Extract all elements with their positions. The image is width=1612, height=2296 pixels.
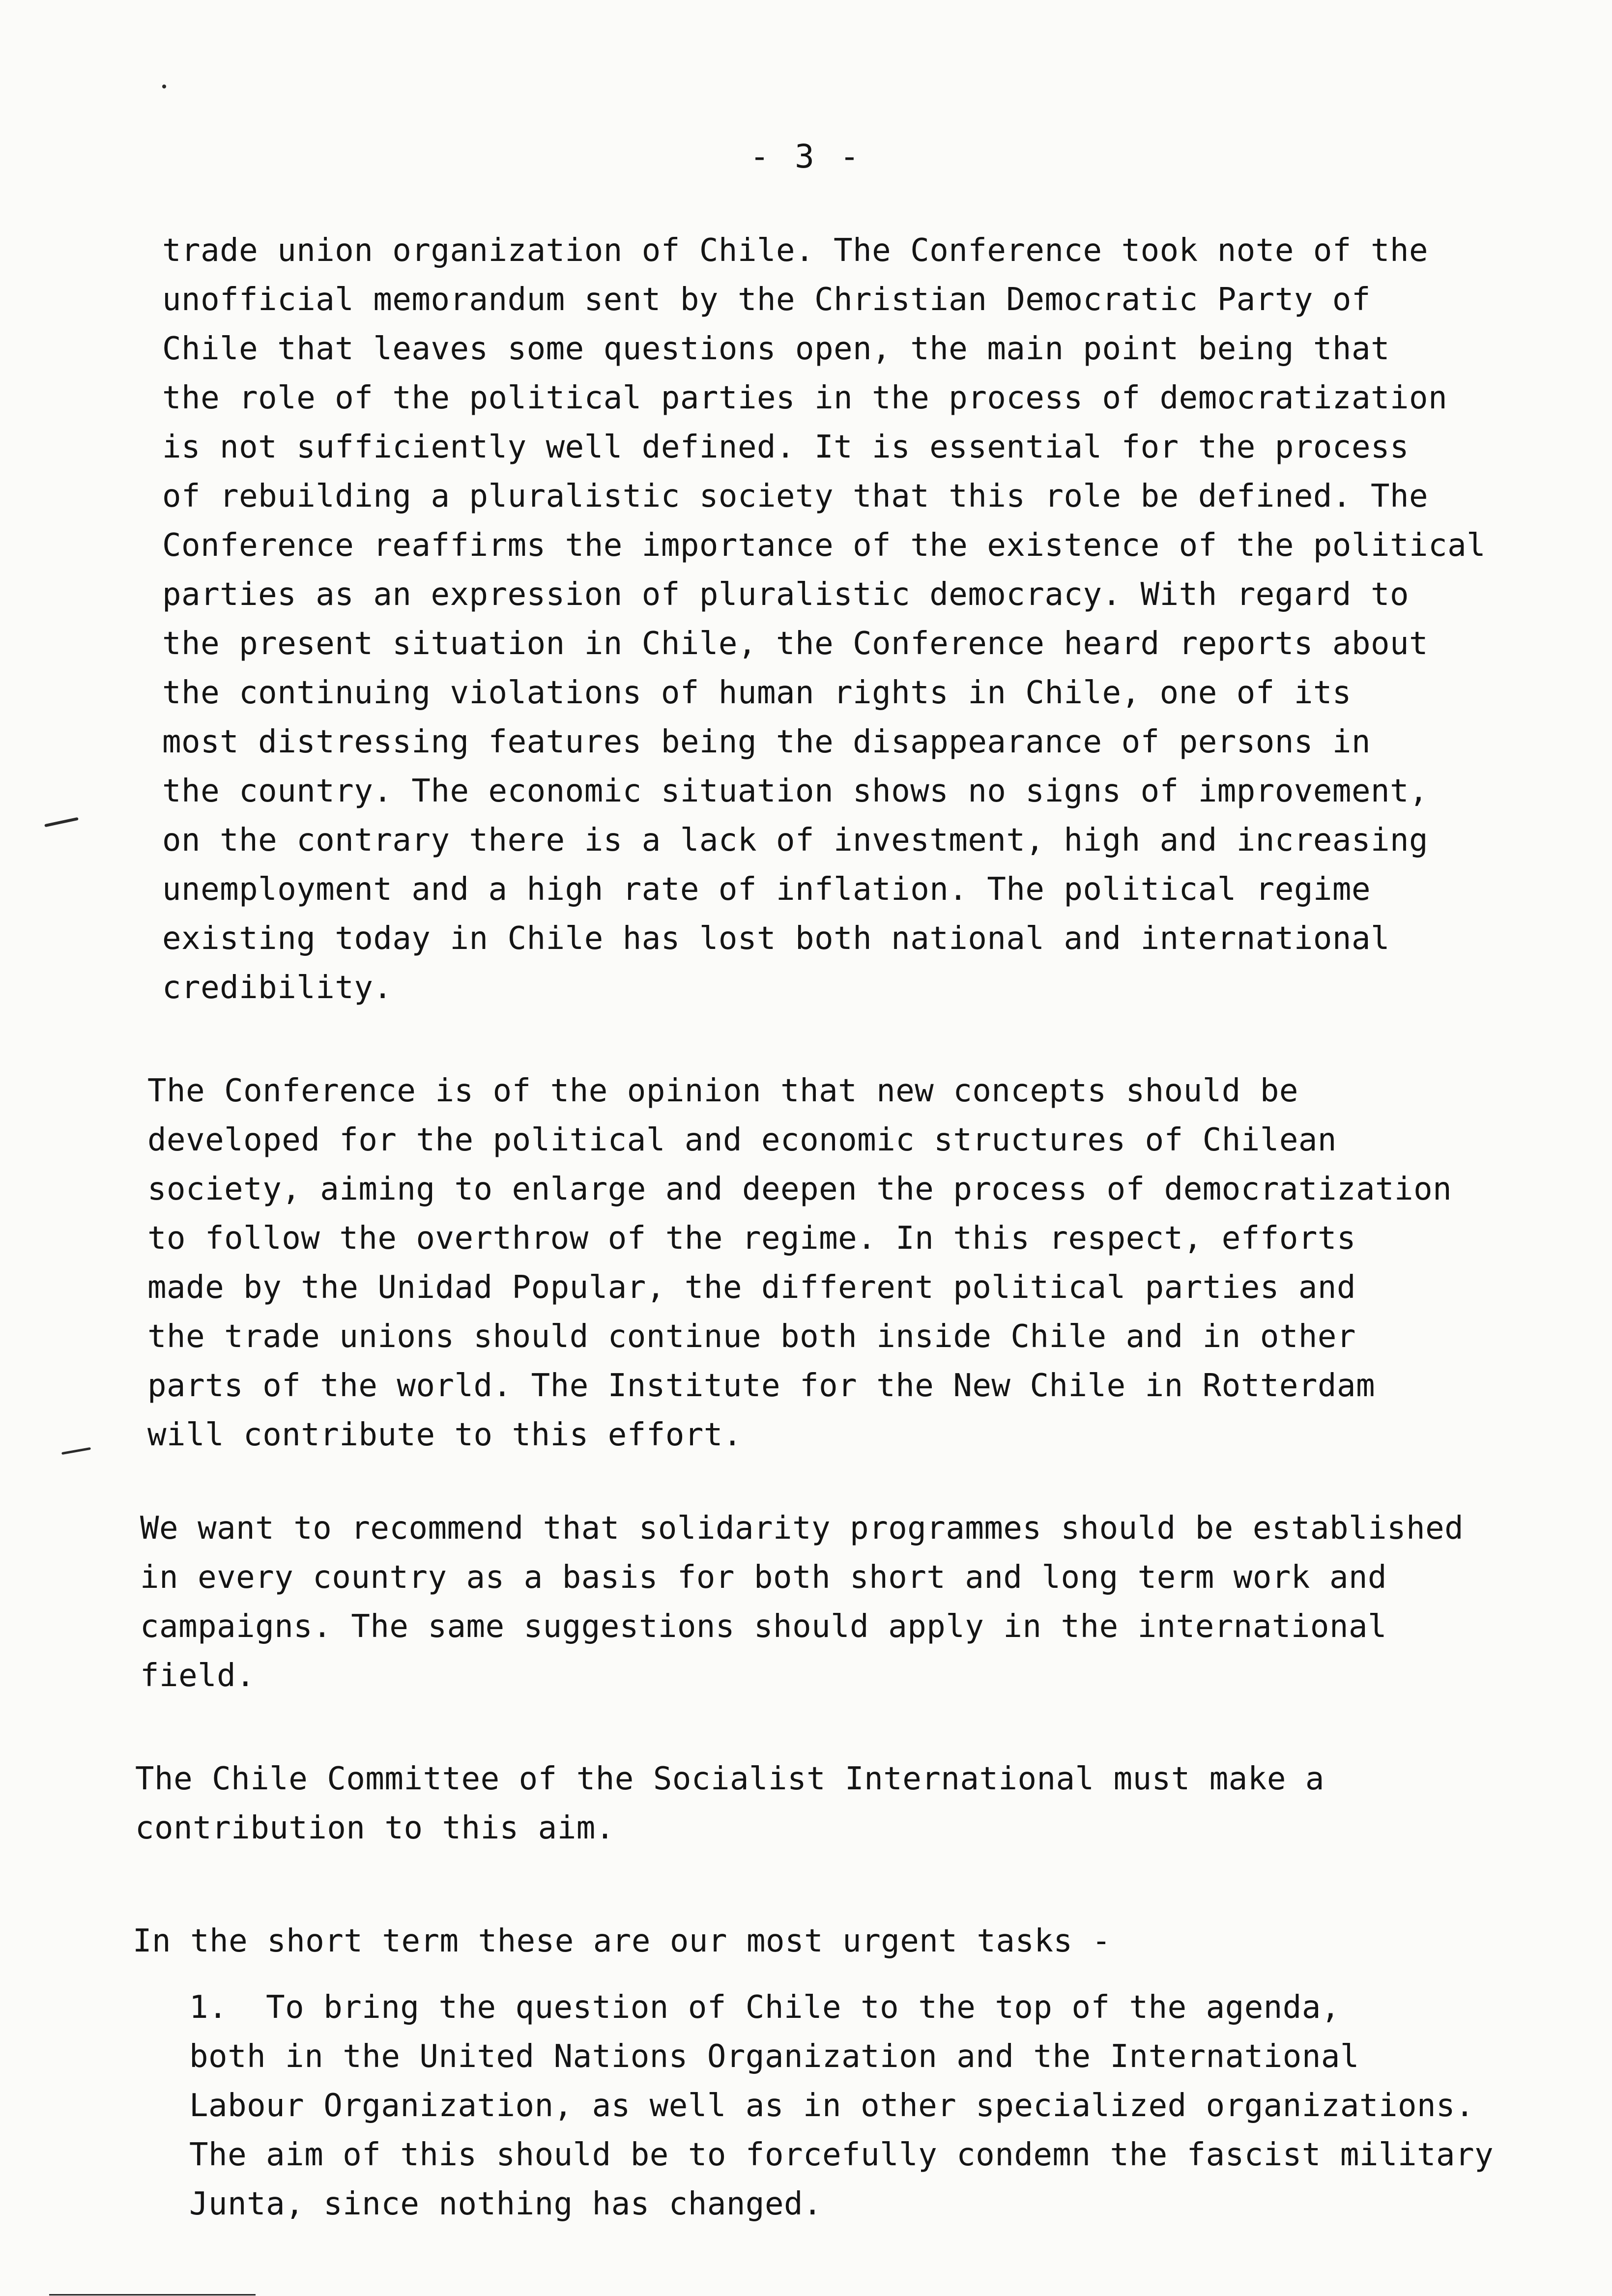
paragraph-line: to follow the overthrow of the regime. In this respect, efforts [147,1220,1356,1257]
paragraph-line: the role of the political parties in the process of democratization [162,380,1448,416]
margin-pen-mark [61,1447,91,1455]
page-number: - 3 - [749,138,863,175]
paragraph-line: trade union organization of Chile. The Conference took note of the [162,232,1429,269]
paragraph-line: credibility. [162,970,393,1006]
paragraph-line: is not sufficiently well defined. It is essential for the process [162,429,1410,465]
paragraph-line: the continuing violations of human rights in Chile, one of its [162,675,1352,711]
list-item-first-line [189,1983,1494,2032]
list-item-line: both in the United Nations Organization and the International [189,2038,1359,2075]
paragraph-3 [140,1504,1464,1700]
paragraph-line: campaigns. The same suggestions should apply in the international [140,1608,1387,1645]
paragraph-1 [162,226,1486,1012]
list-item-line: Labour Organization, as well as in other specialized organizations. [189,2088,1475,2124]
list-item-line: To bring the question of Chile to the top of the agenda, [266,1989,1340,2026]
paragraph-line: Chile that leaves some questions open, the main point being that [162,331,1390,367]
paragraph-line: The Chile Committee of the Socialist International must make a [135,1761,1324,1797]
paragraph-line: on the contrary there is a lack of investment, high and increasing [162,822,1429,859]
paragraph-line: in every country as a basis for both short and long term work and [140,1559,1387,1596]
paragraph-line: parts of the world. The Institute for the New Chile in Rotterdam [147,1368,1375,1404]
paragraph-line: unemployment and a high rate of inflation. The political regime [162,871,1371,908]
footer-rule [49,2294,256,2296]
paragraph-line: will contribute to this effort. [147,1417,742,1453]
paragraph-2 [147,1066,1452,1460]
paragraph-line: society, aiming to enlarge and deepen the process of democratization [147,1171,1452,1207]
paragraph-line: Conference reaffirms the importance of the existence of the political [162,527,1486,564]
paragraph-line: made by the Unidad Popular, the different political parties and [147,1269,1356,1306]
margin-pen-mark [44,817,79,827]
paragraph-5 [133,1917,1111,1966]
list-item-line: The aim of this should be to forcefully condemn the fascist military [189,2137,1494,2173]
paragraph-line: the present situation in Chile, the Conference heard reports about [162,626,1429,662]
list-item-number: 1. [189,1989,228,2026]
paragraph-line: existing today in Chile has lost both national and international [162,920,1390,957]
list-item-line: Junta, since nothing has changed. [189,2186,823,2222]
paragraph-line: of rebuilding a pluralistic society that this role be defined. The [162,478,1429,515]
paragraph-line: In the short term these are our most urgent tasks - [133,1923,1111,1959]
paragraph-line: the country. The economic situation shows no signs of improvement, [162,773,1429,809]
paragraph-line: We want to recommend that solidarity programmes should be established [140,1510,1464,1547]
paragraph-line: parties as an expression of pluralistic democracy. With regard to [162,576,1410,613]
paragraph-line: contribution to this aim. [135,1810,615,1846]
paragraph-line: unofficial memorandum sent by the Christian Democratic Party of [162,282,1371,318]
paragraph-line: The Conference is of the opinion that new concepts should be [147,1073,1298,1109]
paragraph-line: developed for the political and economic structures of Chilean [147,1122,1337,1158]
list-item [189,1983,1494,2229]
paragraph-line: most distressing features being the disappearance of persons in [162,724,1371,760]
stray-dot-mark [162,85,166,88]
paragraph-4 [135,1754,1324,1853]
paragraph-line: field. [140,1658,256,1694]
paragraph-line: the trade unions should continue both inside Chile and in other [147,1319,1356,1355]
